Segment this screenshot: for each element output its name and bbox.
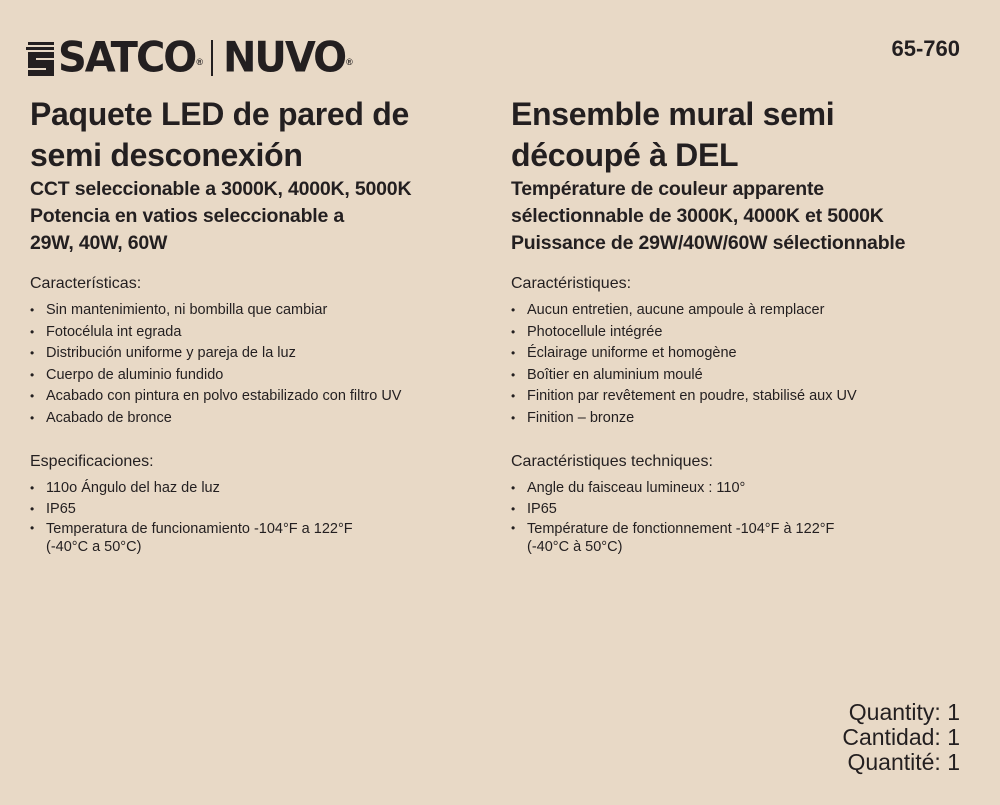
list-item: • Acabado de bronce	[30, 409, 172, 426]
list-item: • Distribución uniforme y pareja de la luz	[30, 345, 296, 361]
french-specs-title: Caractéristiques techniques:	[511, 453, 713, 470]
list-item: • Température de fonctionnement -104°F à 122°F (-40°C à 50°C)	[511, 521, 835, 555]
list-item: • IP65	[30, 500, 76, 517]
brand-name-nuvo: NUVO	[222, 33, 346, 83]
spanish-title: Paquete LED de pared de semi desconexión	[30, 96, 409, 173]
list-item: • Temperatura de funcionamiento -104°F a 122°F (-40°C a 50°C)	[30, 521, 353, 555]
logo-divider	[211, 40, 213, 76]
quantity-es: Cantidad: 1	[842, 724, 960, 750]
satco-logo-mark-icon	[26, 38, 56, 78]
list-item: • IP65	[511, 500, 557, 517]
list-item: • Sin mantenimiento, ni bombilla que cambiar	[30, 302, 328, 318]
quantity-fr: Quantité: 1	[847, 749, 960, 775]
list-item: • Aucun entretien, aucune ampoule à remplacer	[511, 302, 825, 318]
brand-logo	[26, 33, 353, 83]
french-title: Ensemble mural semi découpé à DEL	[511, 96, 835, 173]
french-column	[511, 94, 996, 555]
list-item: • Éclairage uniforme et homogène	[511, 345, 737, 361]
french-features-list	[511, 300, 857, 429]
list-item: • Boîtier en aluminium moulé	[511, 366, 703, 383]
french-specs-list	[511, 478, 834, 556]
registered-mark: ®	[196, 57, 203, 67]
french-features-title: Caractéristiques:	[511, 275, 632, 292]
list-item: • Finition par revêtement en poudre, stabilisé aux UV	[511, 388, 857, 404]
spanish-specs-list	[30, 478, 353, 556]
french-subtitle: Température de couleur apparente sélectionnable de 3000K, 4000K et 5000K Puissance de 29W/40W/60W sélectionnable	[511, 178, 906, 254]
quantity-block	[842, 700, 960, 775]
list-item: • Fotocélula int egrada	[30, 323, 182, 340]
spanish-features-list	[30, 300, 401, 429]
spanish-features-section	[30, 274, 401, 429]
list-item: • Angle du faisceau lumineux : 110°	[511, 480, 746, 496]
registered-mark: ®	[346, 57, 353, 67]
list-item: • 110o Ángulo del haz de luz	[30, 480, 220, 496]
spanish-column	[30, 94, 515, 555]
list-item: • Finition – bronze	[511, 409, 635, 426]
spanish-subtitle: CCT seleccionable a 3000K, 4000K, 5000K Potencia en vatios seleccionable a 29W, 40W, 60W	[30, 178, 412, 254]
french-specs-section	[511, 452, 834, 556]
list-item: • Photocellule intégrée	[511, 323, 663, 340]
list-item: • Acabado con pintura en polvo estabilizado con filtro UV	[30, 388, 402, 404]
spanish-specs-title: Especificaciones:	[30, 453, 154, 470]
spanish-specs-section	[30, 452, 353, 556]
sku-number: 65-760	[891, 36, 960, 61]
brand-name-satco: SATCO	[58, 33, 196, 83]
spanish-features-title: Características:	[30, 275, 142, 292]
quantity-en: Quantity: 1	[848, 699, 960, 725]
french-features-section	[511, 274, 857, 429]
list-item: • Cuerpo de aluminio fundido	[30, 366, 224, 383]
